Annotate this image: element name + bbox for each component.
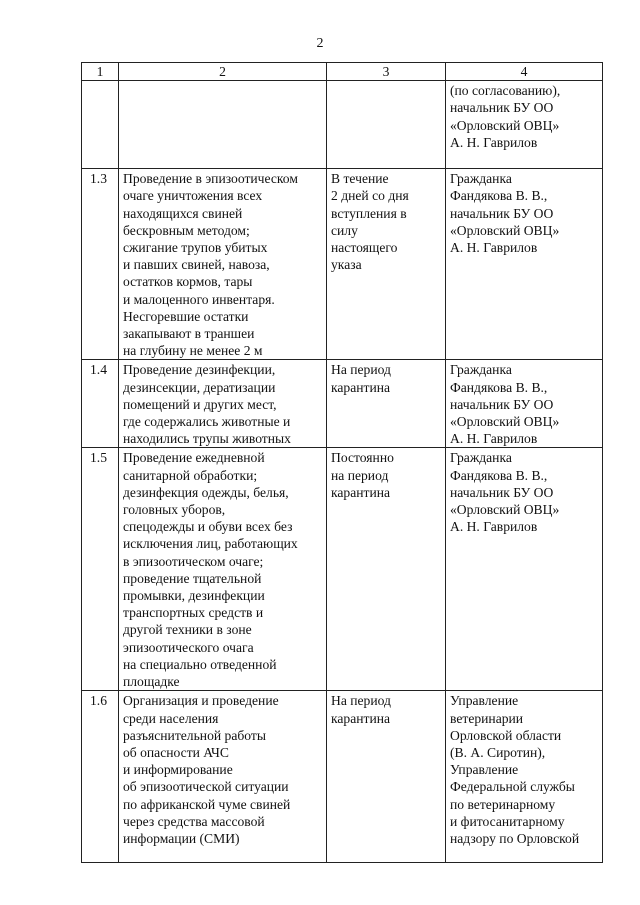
header-cell-3: 3 [327, 63, 446, 81]
term-cell: На период карантина [327, 691, 446, 863]
header-cell-4: 4 [446, 63, 603, 81]
action-cell: Организация и проведение среди населения разъяснительной работы об опасности АЧС и информирование об эпизоотической ситуации по африканской чуме свиней через средства массовой информации (СМИ) [119, 691, 327, 863]
responsible-cell: Управление ветеринарии Орловской области (В. А. Сиротин), Управление Федеральной службы по ветеринарному и фитосанитарному надзору по Орловской [446, 691, 603, 863]
page-number: 2 [316, 36, 324, 51]
action-cell: Проведение дезинфекции, дезинсекции, дератизации помещений и других мест, где содержались животные и находились трупы животных [119, 360, 327, 448]
table-row [82, 169, 603, 360]
table-row [82, 448, 603, 691]
row-number: 1.5 [82, 448, 119, 691]
header-cell-1: 1 [82, 63, 119, 81]
row-number: 1.6 [82, 691, 119, 863]
term-cell: На период карантина [327, 360, 446, 448]
responsible-cell: (по согласованию), начальник БУ ОО «Орловский ОВЦ» А. Н. Гаврилов [446, 81, 603, 169]
term-cell: В течение 2 дней со дня вступления в силу настоящего указа [327, 169, 446, 360]
responsible-cell: Гражданка Фандякова В. В., начальник БУ ОО «Орловский ОВЦ» А. Н. Гаврилов [446, 169, 603, 360]
term-cell: Постоянно на период карантина [327, 448, 446, 691]
table-row [82, 691, 603, 863]
responsible-cell: Гражданка Фандякова В. В., начальник БУ ОО «Орловский ОВЦ» А. Н. Гаврилов [446, 360, 603, 448]
responsible-cell: Гражданка Фандякова В. В., начальник БУ ОО «Орловский ОВЦ» А. Н. Гаврилов [446, 448, 603, 691]
row-number: 1.4 [82, 360, 119, 448]
row-number [82, 81, 119, 169]
term-cell [327, 81, 446, 169]
row-number: 1.3 [82, 169, 119, 360]
header-cell-2: 2 [119, 63, 327, 81]
action-cell: Проведение ежедневной санитарной обработки; дезинфекция одежды, белья, головных уборов, спецодежды и обуви всех без исключения лиц, работающих в эпизоотическом очаге; проведение тщательной промывки, дезинфекции транспортных средств и другой техники в зоне эпизоотического очага на специально отведенной площадке [119, 448, 327, 691]
action-cell: Проведение в эпизоотическом очаге уничтожения всех находящихся свиней бескровным методом; сжигание трупов убитых и павших свиней, навоза, остатков кормов, тары и малоценного инвентаря. Несгоревшие остатки закапывают в траншеи на глубину не менее 2 м [119, 169, 327, 360]
action-cell [119, 81, 327, 169]
table-header-row [82, 63, 603, 81]
measures-table [81, 62, 603, 863]
table-row [82, 81, 603, 169]
table-row [82, 360, 603, 448]
